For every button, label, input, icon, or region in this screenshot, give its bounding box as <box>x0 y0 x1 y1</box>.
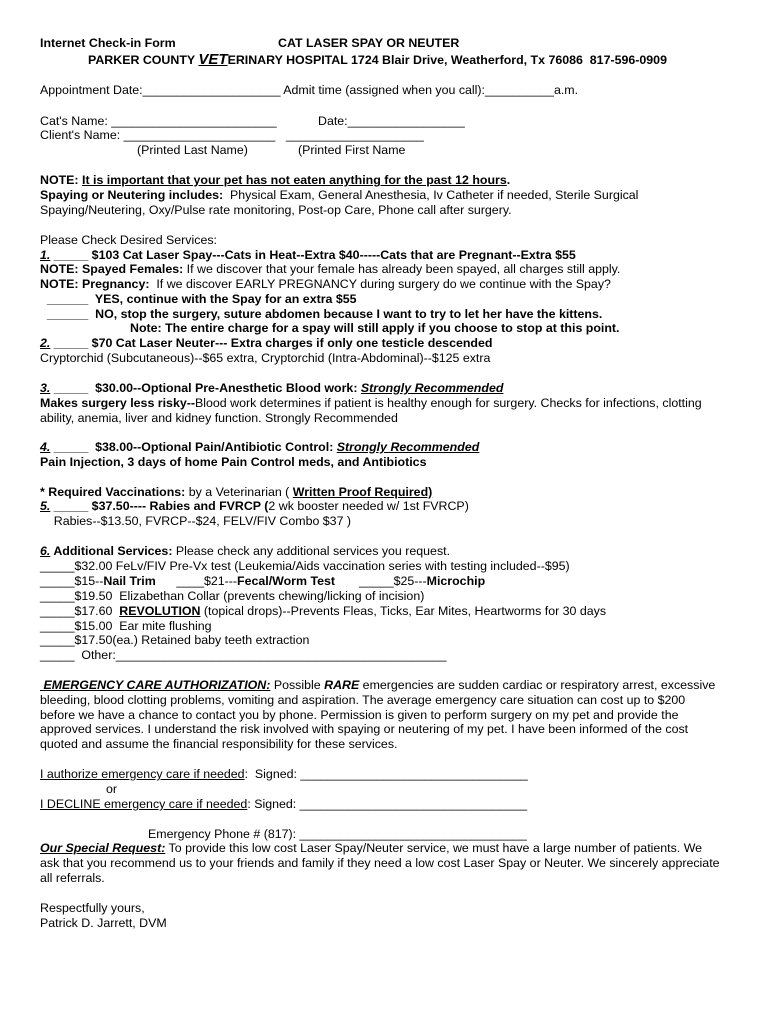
includes-line-1: Spaying or Neutering includes: Physical Exam, General Anesthesia, Iv Catheter if needed, Sterile Surgical <box>40 188 639 202</box>
cryptorchid-prices: Cryptorchid (Subcutaneous)--$65 extra, Cryptorchid (Intra-Abdominal)--$125 extra <box>40 351 491 365</box>
pain-control-desc: Pain Injection, 3 days of home Pain Control meds, and Antibiotics <box>40 455 427 469</box>
emergency-auth-line-4: approved services. I understand the risk involved with spaying or neutering of my pet. I have been informed of the cost <box>40 722 689 736</box>
service-4-pain-control[interactable]: 4. _____ $38.00--Optional Pain/Antibiotic Control: Strongly Recommended <box>40 440 480 454</box>
elizabethan-collar-option[interactable]: _____$19.50 Elizabethan Collar (prevents chewing/licking of incision) <box>40 589 425 603</box>
or-text: or <box>106 782 118 796</box>
emergency-auth-line-1: EMERGENCY CARE AUTHORIZATION: Possible RARE emergencies are sudden cardiac or respiratory arrest, excessive <box>40 678 716 692</box>
bloodwork-desc-2: ability, anemia, liver and kidney function. Strongly Recommended <box>40 411 398 425</box>
nail-trim-option[interactable]: _____$15--Nail Trim <box>40 574 156 588</box>
emergency-phone-field[interactable]: Emergency Phone # (817): _________________________________ <box>148 827 527 841</box>
baby-teeth-option[interactable]: _____$17.50(ea.) Retained baby teeth extraction <box>40 633 310 647</box>
service-2-neuter[interactable]: 2. _____ $70 Cat Laser Neuter--- Extra charges if only one testicle descended <box>40 336 493 350</box>
client-first-name-field[interactable]: ____________________ <box>286 128 424 142</box>
admit-time-field[interactable]: __________ <box>485 83 554 97</box>
authorize-signature-line[interactable]: I authorize emergency care if needed: Signed: _________________________________ <box>40 767 528 781</box>
emergency-auth-line-3: before we have a chance to contact you by phone. Permission is given to perform surgery on my pet and provide the <box>40 708 679 722</box>
pregnancy-yes-option[interactable]: ______ YES, continue with the Spay for an extra $55 <box>40 292 357 306</box>
procedure-title: CAT LASER SPAY OR NEUTER <box>278 36 460 50</box>
pregnancy-note: NOTE: Pregnancy: If we discover EARLY PREGNANCY during surgery do we continue with the Spay? <box>40 277 611 291</box>
appointment-date-field[interactable]: ____________________ <box>142 83 281 97</box>
date-field[interactable]: _________________ <box>347 114 465 128</box>
service-3-bloodwork[interactable]: 3. _____ $30.00--Optional Pre-Anesthetic Blood work: Strongly Recommended <box>40 381 504 395</box>
nail-fecal-microchip-options <box>40 574 485 589</box>
fasting-note: NOTE: It is important that your pet has not eaten anything for the past 12 hours. <box>40 173 511 187</box>
spay-charge-note: Note: The entire charge for a spay will still apply if you choose to stop at this point. <box>130 321 620 335</box>
cat-name-field[interactable]: ________________________ <box>111 114 277 128</box>
vaccination-prices: Rabies--$13.50, FVRCP--$24, FELV/FIV Combo $37 ) <box>40 514 352 528</box>
bloodwork-desc-1: Makes surgery less risky--Blood work determines if patient is healthy enough for surgery. Checks for infections, clotting <box>40 396 702 410</box>
service-1-spay[interactable]: 1. _____ $103 Cat Laser Spay---Cats in Heat--Extra $40-----Cats that are Pregnant--Extra $55 <box>40 248 576 262</box>
includes-line-2: Spaying/Neutering, Oxy/Pulse rate monitoring, Post-op Care, Phone call after surgery. <box>40 203 512 217</box>
closing-salutation: Respectfully yours, <box>40 901 145 915</box>
client-name-line: Client's Name: ______________________ <box>40 128 276 142</box>
services-intro: Please Check Desired Services: <box>40 233 217 247</box>
spayed-females-note: NOTE: Spayed Females: If we discover that your female has already been spayed, all charges still apply. <box>40 262 621 276</box>
microchip-option[interactable]: _____$25---Microchip <box>335 574 486 588</box>
date-line: Date:_________________ <box>318 114 465 128</box>
printed-first-caption: (Printed First Name <box>298 143 406 157</box>
clinic-header: PARKER COUNTY VETERINARY HOSPITAL 1724 Blair Drive, Weatherford, Tx 76086 817-596-0909 <box>88 51 667 68</box>
fecal-test-option[interactable]: ____$21---Fecal/Worm Test <box>155 574 336 588</box>
revolution-option[interactable]: _____$17.60 REVOLUTION (topical drops)--Prevents Fleas, Ticks, Ear Mites, Heartworms for 30 days <box>40 604 607 618</box>
special-request-line-2: ask that you recommend us to your friends and family if they need a low cost Laser Spay or Neuter. We sincerely appreciate <box>40 856 720 870</box>
cat-name-line: Cat's Name: ________________________ <box>40 114 277 128</box>
signer-name: Patrick D. Jarrett, DVM <box>40 916 167 930</box>
other-option[interactable]: _____ Other:________________________________________________ <box>40 648 447 662</box>
decline-signature-line[interactable]: I DECLINE emergency care if needed: Signed: _________________________________ <box>40 797 528 811</box>
client-last-name-field[interactable]: ______________________ <box>123 128 276 142</box>
emergency-auth-line-5: quoted and assume the financial responsibility for these services. <box>40 737 398 751</box>
special-request-line-3: all referrals. <box>40 871 105 885</box>
appointment-line: Appointment Date:____________________ Admit time (assigned when you call):__________a.m. <box>40 83 579 97</box>
pregnancy-no-option[interactable]: ______ NO, stop the surgery, suture abdomen because I want to try to let her have the kittens. <box>40 307 603 321</box>
service-6-additional: 6. Additional Services: Please check any additional services you request. <box>40 544 451 558</box>
printed-last-caption: (Printed Last Name) <box>137 143 248 157</box>
service-5-rabies-fvrcp[interactable]: 5. _____ $37.50---- Rabies and FVRCP (2 wk booster needed w/ 1st FVRCP) <box>40 499 469 513</box>
form-title: Internet Check-in Form <box>40 36 176 50</box>
emergency-auth-line-2: bleeding, blood clotting problems, vomiting and aspiration. The average emergency care situation can cost up to $200 <box>40 693 686 707</box>
felv-fiv-test-option[interactable]: _____$32.00 FeLv/FIV Pre-Vx test (Leukemia/Aids vaccination series with testing included--$95) <box>40 559 570 573</box>
special-request-line-1: Our Special Request: To provide this low cost Laser Spay/Neuter service, we must have a large number of patients. We <box>40 841 703 855</box>
ear-mite-option[interactable]: _____$15.00 Ear mite flushing <box>40 619 212 633</box>
required-vaccinations: * Required Vaccinations: by a Veterinarian ( Written Proof Required) <box>40 485 433 499</box>
